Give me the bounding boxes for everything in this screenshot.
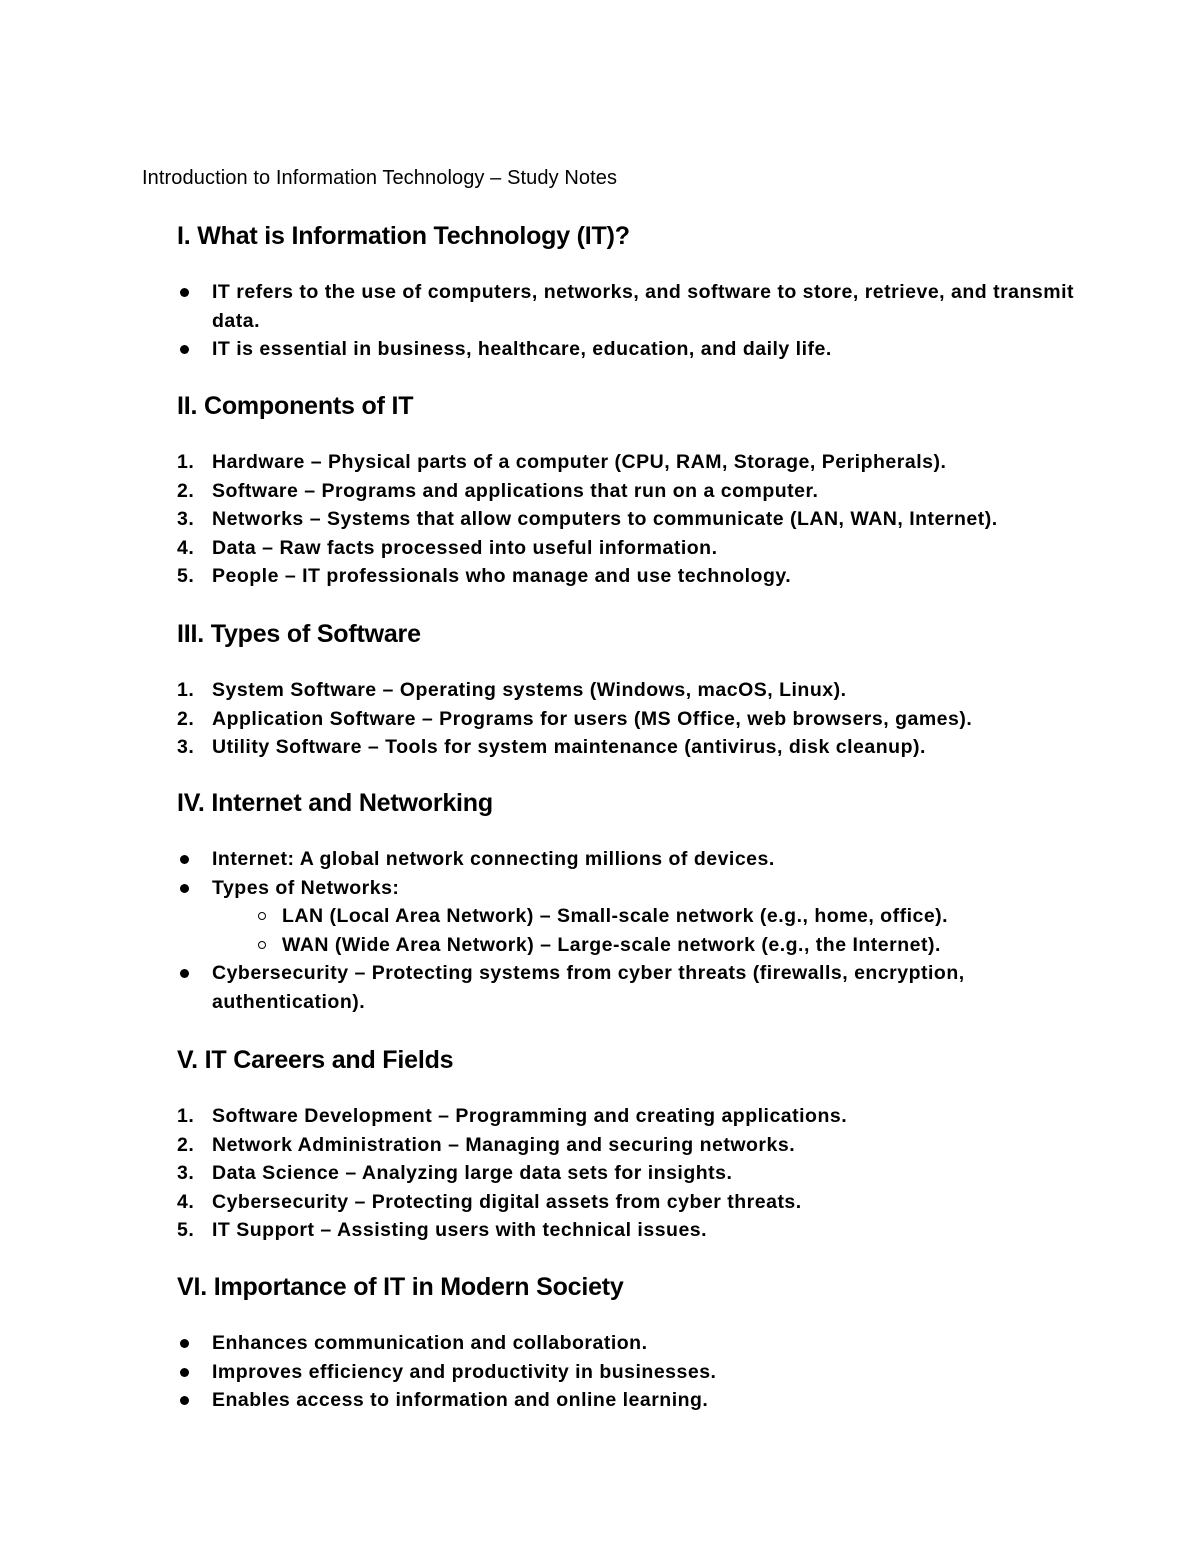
list-number: 4.	[177, 536, 195, 559]
list-number: 2.	[177, 479, 195, 502]
list-item	[177, 1131, 1077, 1160]
section-heading: II. Components of IT	[177, 392, 414, 420]
bullet-icon	[180, 884, 189, 893]
list-item-text: Improves efficiency and productivity in businesses.	[212, 1360, 717, 1383]
hollow-bullet-icon	[258, 941, 266, 949]
bullet-icon	[180, 969, 189, 978]
section-heading: V. IT Careers and Fields	[177, 1046, 454, 1074]
list-number: 3.	[177, 736, 195, 758]
bullet-icon	[180, 288, 189, 297]
sub-list-item-text: LAN (Local Area Network) – Small-scale network (e.g., home, office).	[282, 905, 949, 927]
list-item	[177, 477, 1077, 506]
numbered-list	[177, 676, 1077, 762]
list-item	[177, 1329, 1077, 1358]
list-item-text: Enhances communication and collaboration.	[212, 1332, 648, 1354]
list-item	[177, 278, 1077, 335]
list-item-text: People – IT professionals who manage and use technology.	[212, 565, 792, 587]
list-item	[177, 505, 1077, 534]
list-item	[177, 335, 1077, 364]
list-item	[177, 1358, 1077, 1387]
list-item-text: Networks – Systems that allow computers to communicate (LAN, WAN, Internet).	[212, 508, 998, 530]
list-item-text: Cybersecurity – Protecting systems from cyber threats (firewalls, encryption, authentication).	[212, 962, 965, 1013]
list-item	[177, 874, 1077, 960]
bullet-icon	[180, 345, 189, 354]
section-what-is-it	[177, 221, 1077, 364]
list-number: 5.	[177, 1219, 195, 1241]
list-item	[177, 1102, 1077, 1131]
sub-list-item	[212, 902, 1077, 931]
hollow-bullet-icon	[258, 912, 266, 920]
list-item-text: Data Science – Analyzing large data sets for insights.	[212, 1162, 733, 1184]
list-item	[177, 733, 1077, 762]
list-number: 1.	[177, 451, 195, 473]
list-item-text: IT Support – Assisting users with technical issues.	[212, 1219, 708, 1241]
list-item	[177, 534, 1077, 563]
list-item-text: Cybersecurity – Protecting digital assets from cyber threats.	[212, 1190, 802, 1213]
section-components	[177, 391, 1077, 591]
list-item	[177, 1159, 1077, 1188]
list-item-text: IT is essential in business, healthcare, education, and daily life.	[212, 338, 832, 360]
list-number: 2.	[177, 1133, 195, 1156]
list-number: 4.	[177, 1190, 195, 1213]
list-number: 3.	[177, 1162, 195, 1184]
section-heading: I. What is Information Technology (IT)?	[177, 222, 630, 250]
section-internet-networking	[177, 788, 1077, 1016]
list-number: 5.	[177, 565, 195, 587]
list-item	[177, 676, 1077, 705]
section-heading: III. Types of Software	[177, 620, 421, 648]
sub-bullet-list	[212, 902, 1077, 959]
list-item	[177, 959, 1077, 1016]
list-item-text: Application Software – Programs for users (MS Office, web browsers, games).	[212, 707, 973, 730]
bullet-list	[177, 845, 1077, 1016]
list-item	[177, 1188, 1077, 1217]
list-item-text: Software Development – Programming and creating applications.	[212, 1105, 848, 1127]
section-heading: IV. Internet and Networking	[177, 789, 493, 817]
list-item-text: System Software – Operating systems (Windows, macOS, Linux).	[212, 679, 847, 701]
bullet-icon	[180, 1339, 189, 1348]
list-item-text: Internet: A global network connecting millions of devices.	[212, 848, 775, 870]
list-item-text: Enables access to information and online learning.	[212, 1389, 709, 1411]
numbered-list	[177, 448, 1077, 591]
list-number: 3.	[177, 508, 195, 530]
document-title: Introduction to Information Technology – Study Notes	[142, 167, 618, 189]
list-item-text: Utility Software – Tools for system maintenance (antivirus, disk cleanup).	[212, 736, 926, 758]
section-importance-of-it	[177, 1272, 1077, 1415]
sub-list-item	[212, 931, 1077, 960]
section-it-careers	[177, 1045, 1077, 1245]
list-number: 1.	[177, 1105, 195, 1127]
bullet-icon	[180, 1396, 189, 1405]
bullet-icon	[180, 855, 189, 864]
list-item-text: Network Administration – Managing and securing networks.	[212, 1133, 796, 1156]
sub-list-item-text: WAN (Wide Area Network) – Large-scale network (e.g., the Internet).	[282, 933, 941, 956]
list-item	[177, 1386, 1077, 1415]
list-item	[177, 705, 1077, 734]
list-item-text: Types of Networks:	[212, 876, 400, 899]
list-item	[177, 1216, 1077, 1245]
list-item	[177, 562, 1077, 591]
list-item	[177, 448, 1077, 477]
list-number: 2.	[177, 707, 195, 730]
section-heading: VI. Importance of IT in Modern Society	[177, 1273, 624, 1301]
list-item-text: Hardware – Physical parts of a computer (CPU, RAM, Storage, Peripherals).	[212, 451, 947, 473]
numbered-list	[177, 1102, 1077, 1245]
list-item-text: Software – Programs and applications that run on a computer.	[212, 479, 819, 502]
list-number: 1.	[177, 679, 195, 701]
list-item-text: IT refers to the use of computers, networks, and software to store, retrieve, and transmit data.	[212, 281, 1075, 332]
bullet-list	[177, 1329, 1077, 1415]
bullet-icon	[180, 1368, 189, 1377]
bullet-list	[177, 278, 1077, 364]
section-types-of-software	[177, 619, 1077, 762]
list-item	[177, 845, 1077, 874]
list-item-text: Data – Raw facts processed into useful information.	[212, 536, 718, 559]
